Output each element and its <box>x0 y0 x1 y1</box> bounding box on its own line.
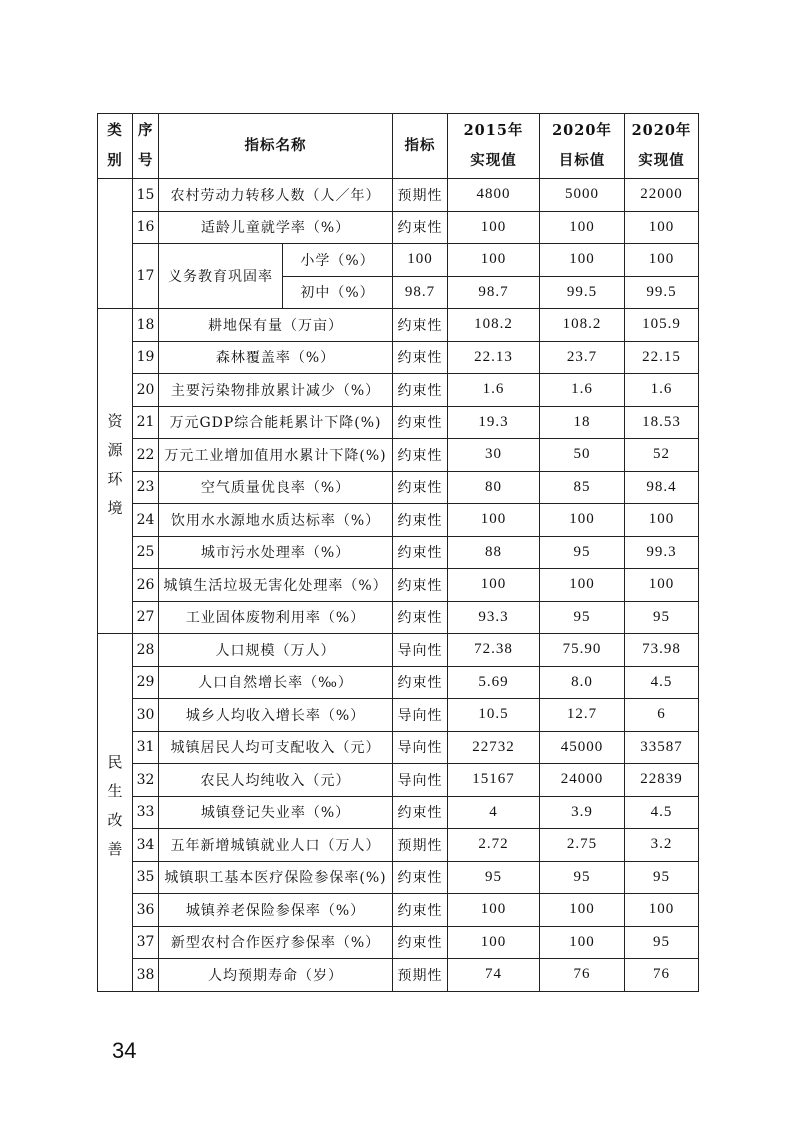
seq-cell: 20 <box>133 374 159 407</box>
table-row <box>98 796 699 829</box>
table-row <box>98 211 699 244</box>
seq-cell: 38 <box>133 959 159 992</box>
indicator-type: 约束性 <box>393 536 448 569</box>
table-row <box>98 926 699 959</box>
value-2020-actual: 1.6 <box>625 374 699 407</box>
value-2020-actual: 95 <box>625 601 699 634</box>
value-2020-target: 5000 <box>540 179 625 212</box>
table-row <box>98 439 699 472</box>
value-2020-actual: 76 <box>625 959 699 992</box>
indicator-name: 城镇养老保险参保率（%） <box>159 894 393 927</box>
value-2015-actual: 72.38 <box>448 634 540 667</box>
value-2020-actual: 6 <box>625 699 699 732</box>
indicator-name: 人口规模（万人） <box>159 634 393 667</box>
table-row <box>98 471 699 504</box>
header-name: 指标名称 <box>159 114 393 179</box>
indicator-type: 约束性 <box>393 894 448 927</box>
header-2020-target: 2020年目标值 <box>540 114 625 179</box>
header-2020-actual: 2020年实现值 <box>625 114 699 179</box>
table-row <box>98 829 699 862</box>
value-2015-actual: 22.13 <box>448 341 540 374</box>
value-2020-actual: 95 <box>625 926 699 959</box>
indicator-type: 约束性 <box>393 374 448 407</box>
indicator-type: 约束性 <box>393 309 448 342</box>
table-row <box>98 244 699 277</box>
seq-cell: 26 <box>133 569 159 602</box>
value-2020-actual: 4.5 <box>625 666 699 699</box>
value-2015-actual: 80 <box>448 471 540 504</box>
indicator-type: 约束性 <box>393 601 448 634</box>
value-2020-target: 76 <box>540 959 625 992</box>
indicator-type: 约束性 <box>393 861 448 894</box>
value-2020-target: 95 <box>540 861 625 894</box>
indicator-name: 森林覆盖率（%） <box>159 341 393 374</box>
indicator-name: 万元工业增加值用水累计下降(%) <box>159 439 393 472</box>
seq-cell: 15 <box>133 179 159 212</box>
indicator-name: 人均预期寿命（岁） <box>159 959 393 992</box>
value-2020-target: 45000 <box>540 731 625 764</box>
seq-cell: 35 <box>133 861 159 894</box>
value-2020-target: 95 <box>540 601 625 634</box>
indicator-name: 耕地保有量（万亩） <box>159 309 393 342</box>
seq-cell: 32 <box>133 764 159 797</box>
value-2015-actual: 30 <box>448 439 540 472</box>
value-2020-actual: 98.4 <box>625 471 699 504</box>
table-header-row <box>98 114 699 179</box>
value-2020-actual: 100 <box>625 504 699 537</box>
value-2015-actual: 22732 <box>448 731 540 764</box>
indicator-type: 预期性 <box>393 179 448 212</box>
value-2020-target: 2.75 <box>540 829 625 862</box>
indicator-name: 城乡人均收入增长率（%） <box>159 699 393 732</box>
indicator-type: 100 <box>393 244 448 277</box>
value-2020-target: 3.9 <box>540 796 625 829</box>
sub-indicator-name: 初中（%） <box>283 276 393 309</box>
table-row <box>98 309 699 342</box>
value-2015-actual: 15167 <box>448 764 540 797</box>
value-2015-actual: 95 <box>448 861 540 894</box>
value-2015-actual: 98.7 <box>448 276 540 309</box>
value-2020-actual: 100 <box>625 894 699 927</box>
value-2015-actual: 5.69 <box>448 666 540 699</box>
seq-cell: 16 <box>133 211 159 244</box>
value-2015-actual: 100 <box>448 569 540 602</box>
value-2015-actual: 19.3 <box>448 406 540 439</box>
value-2020-target: 100 <box>540 569 625 602</box>
value-2015-actual: 2.72 <box>448 829 540 862</box>
indicator-type: 约束性 <box>393 926 448 959</box>
indicator-type: 约束性 <box>393 471 448 504</box>
table-row <box>98 634 699 667</box>
value-2020-actual: 33587 <box>625 731 699 764</box>
value-2020-actual: 99.3 <box>625 536 699 569</box>
page-number: 34 <box>112 1038 137 1063</box>
table-row <box>98 569 699 602</box>
value-2020-actual: 99.5 <box>625 276 699 309</box>
table-row <box>98 764 699 797</box>
table-row <box>98 504 699 537</box>
indicator-name: 人口自然增长率（‰） <box>159 666 393 699</box>
indicator-name: 工业固体废物利用率（%） <box>159 601 393 634</box>
value-2020-actual: 100 <box>625 244 699 277</box>
indicator-name: 城镇职工基本医疗保险参保率(%) <box>159 861 393 894</box>
value-2015-actual: 74 <box>448 959 540 992</box>
value-2020-actual: 105.9 <box>625 309 699 342</box>
header-category: 类别 <box>98 114 133 179</box>
indicator-name: 新型农村合作医疗参保率（%） <box>159 926 393 959</box>
indicator-type: 约束性 <box>393 406 448 439</box>
seq-cell: 36 <box>133 894 159 927</box>
value-2020-target: 100 <box>540 504 625 537</box>
category-cell <box>98 179 133 309</box>
value-2020-target: 75.90 <box>540 634 625 667</box>
seq-cell: 37 <box>133 926 159 959</box>
value-2020-target: 50 <box>540 439 625 472</box>
indicator-name: 城镇登记失业率（%） <box>159 796 393 829</box>
indicator-name: 主要污染物排放累计减少（%） <box>159 374 393 407</box>
category-cell: 民生改善 <box>98 634 133 992</box>
table-row <box>98 406 699 439</box>
seq-cell: 29 <box>133 666 159 699</box>
value-2020-target: 100 <box>540 894 625 927</box>
indicator-name: 农民人均纯收入（元） <box>159 764 393 797</box>
table-row <box>98 666 699 699</box>
indicator-name: 城镇居民人均可支配收入（元） <box>159 731 393 764</box>
value-2015-actual: 93.3 <box>448 601 540 634</box>
indicator-type: 约束性 <box>393 666 448 699</box>
seq-cell: 34 <box>133 829 159 862</box>
value-2015-actual: 4 <box>448 796 540 829</box>
seq-cell: 31 <box>133 731 159 764</box>
indicator-name: 五年新增城镇就业人口（万人） <box>159 829 393 862</box>
category-cell: 资源环境 <box>98 309 133 634</box>
indicator-type: 98.7 <box>393 276 448 309</box>
value-2015-actual: 108.2 <box>448 309 540 342</box>
value-2015-actual: 88 <box>448 536 540 569</box>
seq-cell: 30 <box>133 699 159 732</box>
seq-cell: 28 <box>133 634 159 667</box>
seq-cell: 17 <box>133 244 159 309</box>
value-2020-target: 23.7 <box>540 341 625 374</box>
indicator-type: 约束性 <box>393 569 448 602</box>
seq-cell: 19 <box>133 341 159 374</box>
indicator-type: 导向性 <box>393 731 448 764</box>
seq-cell: 21 <box>133 406 159 439</box>
table-row <box>98 341 699 374</box>
indicator-type: 约束性 <box>393 211 448 244</box>
indicator-name: 万元GDP综合能耗累计下降(%) <box>159 406 393 439</box>
value-2020-target: 100 <box>540 244 625 277</box>
indicator-name: 饮用水水源地水质达标率（%） <box>159 504 393 537</box>
value-2020-actual: 3.2 <box>625 829 699 862</box>
indicator-type: 预期性 <box>393 959 448 992</box>
value-2020-actual: 100 <box>625 569 699 602</box>
indicator-type: 导向性 <box>393 699 448 732</box>
value-2020-target: 100 <box>540 211 625 244</box>
seq-cell: 27 <box>133 601 159 634</box>
value-2020-target: 24000 <box>540 764 625 797</box>
value-2020-target: 99.5 <box>540 276 625 309</box>
value-2020-target: 95 <box>540 536 625 569</box>
value-2015-actual: 100 <box>448 504 540 537</box>
indicator-name: 城镇生活垃圾无害化处理率（%） <box>159 569 393 602</box>
indicator-name: 农村劳动力转移人数（人／年） <box>159 179 393 212</box>
seq-cell: 22 <box>133 439 159 472</box>
table-row <box>98 699 699 732</box>
value-2020-actual: 22839 <box>625 764 699 797</box>
table-row <box>98 601 699 634</box>
value-2015-actual: 100 <box>448 894 540 927</box>
table-row <box>98 731 699 764</box>
value-2015-actual: 100 <box>448 926 540 959</box>
seq-cell: 33 <box>133 796 159 829</box>
value-2020-target: 108.2 <box>540 309 625 342</box>
header-seq: 序号 <box>133 114 159 179</box>
value-2020-target: 100 <box>540 926 625 959</box>
table-row <box>98 894 699 927</box>
indicator-type: 约束性 <box>393 341 448 374</box>
indicator-name: 空气质量优良率（%） <box>159 471 393 504</box>
table-row <box>98 959 699 992</box>
value-2020-actual: 22000 <box>625 179 699 212</box>
value-2015-actual: 10.5 <box>448 699 540 732</box>
value-2020-actual: 73.98 <box>625 634 699 667</box>
sub-indicator-name: 小学（%） <box>283 244 393 277</box>
value-2015-actual: 4800 <box>448 179 540 212</box>
table-row <box>98 179 699 212</box>
value-2020-target: 12.7 <box>540 699 625 732</box>
seq-cell: 23 <box>133 471 159 504</box>
indicator-type: 约束性 <box>393 439 448 472</box>
value-2020-actual: 22.15 <box>625 341 699 374</box>
table-row <box>98 536 699 569</box>
value-2020-target: 1.6 <box>540 374 625 407</box>
indicator-name: 城市污水处理率（%） <box>159 536 393 569</box>
header-type: 指标 <box>393 114 448 179</box>
indicator-name: 义务教育巩固率 <box>159 244 283 309</box>
indicator-type: 预期性 <box>393 829 448 862</box>
indicator-name: 适龄儿童就学率（%） <box>159 211 393 244</box>
value-2015-actual: 100 <box>448 244 540 277</box>
header-2015-actual: 2015年实现值 <box>448 114 540 179</box>
value-2015-actual: 1.6 <box>448 374 540 407</box>
value-2020-target: 85 <box>540 471 625 504</box>
seq-cell: 25 <box>133 536 159 569</box>
table-row <box>98 374 699 407</box>
value-2020-target: 8.0 <box>540 666 625 699</box>
indicator-type: 导向性 <box>393 764 448 797</box>
seq-cell: 18 <box>133 309 159 342</box>
table-body <box>98 179 699 992</box>
indicator-type: 导向性 <box>393 634 448 667</box>
value-2020-actual: 52 <box>625 439 699 472</box>
indicator-type: 约束性 <box>393 796 448 829</box>
value-2020-actual: 100 <box>625 211 699 244</box>
indicator-type: 约束性 <box>393 504 448 537</box>
value-2015-actual: 100 <box>448 211 540 244</box>
seq-cell: 24 <box>133 504 159 537</box>
value-2020-target: 18 <box>540 406 625 439</box>
indicator-table <box>97 113 699 992</box>
table-row <box>98 861 699 894</box>
value-2020-actual: 4.5 <box>625 796 699 829</box>
value-2020-actual: 18.53 <box>625 406 699 439</box>
value-2020-actual: 95 <box>625 861 699 894</box>
